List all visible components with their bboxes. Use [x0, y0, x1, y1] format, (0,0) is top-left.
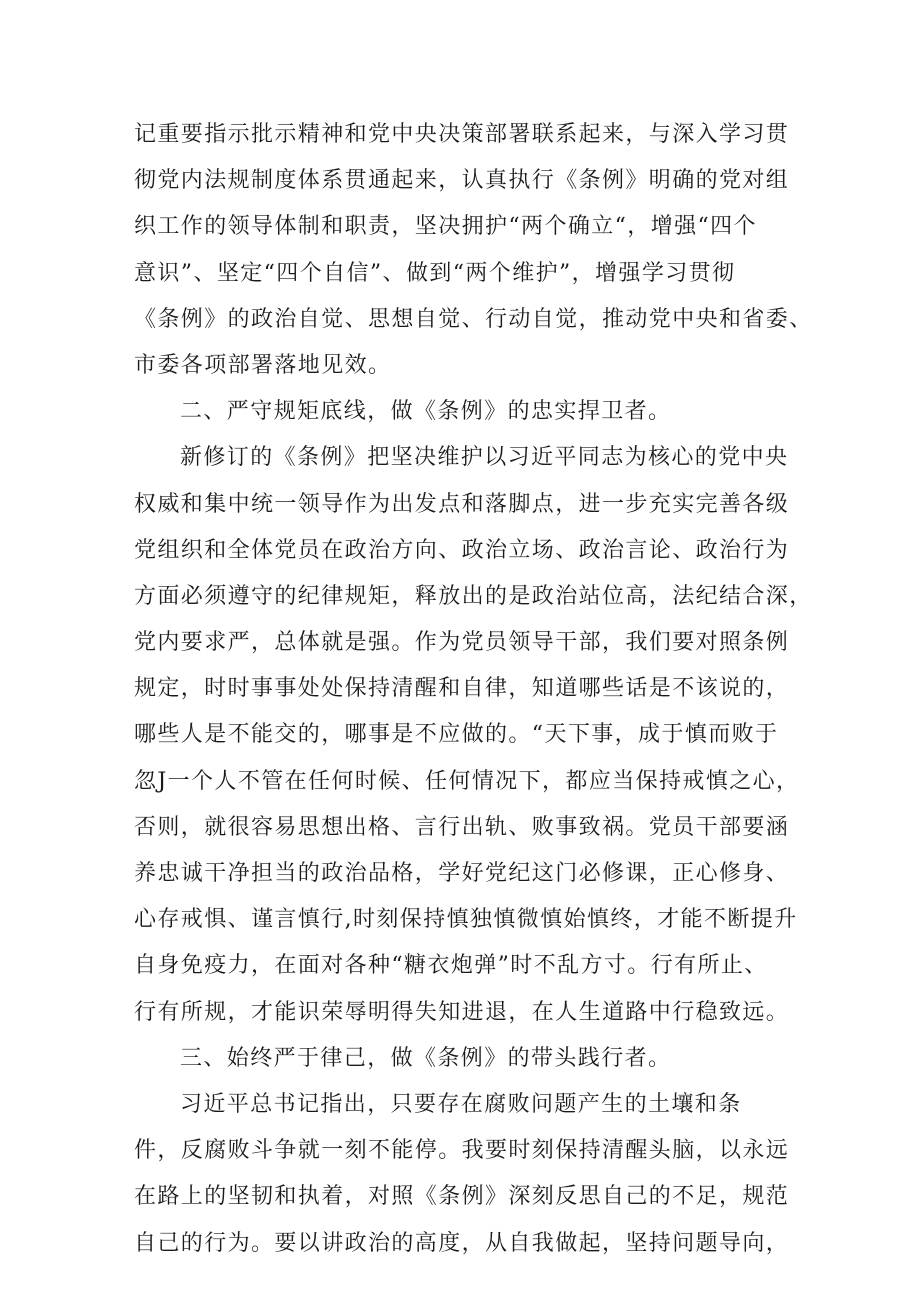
text-line: 市委各项部署落地见效。	[134, 352, 392, 378]
text-line: 织工作的领导体制和职责，坚决拥护“两个确立“，增强“四个	[134, 214, 757, 240]
text-line: 否则，就很容易思想出格、言行出轨、败事致祸。党员干部要涵	[134, 814, 790, 840]
text-line: 自己的行为。要以讲政治的高度，从自我做起，坚持问题导向，	[134, 1230, 790, 1256]
text-line: 哪些人是不能交的，哪事是不应做的。“天下事，成于慎而败于	[134, 722, 779, 748]
text-line: 养忠诚干净担当的政治品格，学好党纪这门必修课，正心修身、	[134, 861, 790, 886]
paragraph-start: 习近平总书记指出，只要存在腐败问题产生的土壤和条	[180, 1091, 742, 1117]
text-line: 权威和集中统一领导作为出发点和落脚点，进一步充实完善各级	[134, 491, 790, 517]
text-line: 彻党内法规制度体系贯通起来，认真执行《条例》明确的党对组	[134, 168, 790, 194]
text-line: 党内要求严，总体就是强。作为党员领导干部，我们要对照条例	[134, 630, 790, 656]
text-line: 记重要指示批示精神和党中央决策部署联系起来，与深入学习贯	[134, 122, 790, 147]
text-line: 规定，时时事事处处保持清醒和自律，知道哪些话是不该说的，	[134, 676, 790, 702]
paragraph-start: 新修订的《条例》把坚决维护以习近平同志为核心的党中央	[180, 445, 789, 471]
text-line: 《条例》的政治自觉、思想自觉、行动自觉，推动党中央和省委、	[134, 306, 813, 332]
text-line: 党组织和全体党员在政治方向、政治立场、政治言论、政治行为	[134, 537, 790, 563]
text-line: 自身免疫力，在面对各种“糖衣炮弹”时不乱方寸。行有所止、	[134, 953, 768, 979]
text-line: 心存戒惧、谨言慎行,时刻保持慎独慎微慎始慎终，才能不断提升	[134, 907, 798, 933]
text-line: 忽J一个人不管在任何时候、任何情况下，都应当保持戒慎之心，	[134, 768, 800, 794]
section-heading-three: 三、始终严于律己，做《条例》的带头践行者。	[180, 1045, 672, 1071]
text-line: 件，反腐败斗争就一刻不能停。我要时刻保持清醒头脑，以永远	[134, 1138, 790, 1164]
text-line: 方面必须遵守的纪律规矩，释放出的是政治站位高，法纪结合深，	[134, 583, 813, 609]
document-body	[134, 112, 813, 1267]
text-line: 行有所规，才能识荣辱明得失知进退，在人生道路中行稳致远。	[134, 999, 790, 1025]
text-line: 意识”、坚定“四个自信”、做到“两个维护”，增强学习贯彻	[134, 260, 736, 286]
text-line: 在路上的坚韧和执着，对照《条例》深刻反思自己的不足，规范	[134, 1184, 790, 1210]
section-heading-two: 二、严守规矩底线，做《条例》的忠实捍卫者。	[180, 399, 672, 425]
